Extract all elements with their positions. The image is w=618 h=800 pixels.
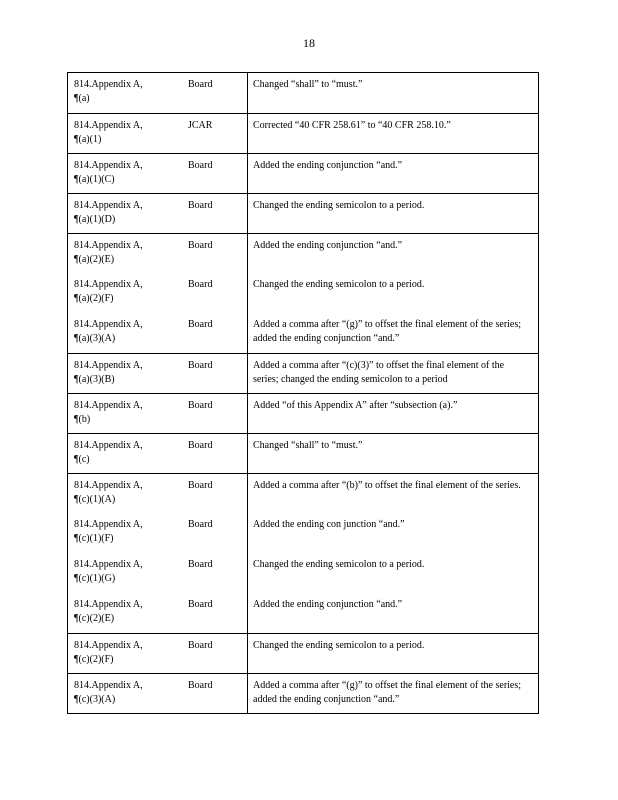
- table-row: [68, 433, 538, 473]
- source-cell: Board: [188, 640, 213, 651]
- table-row: [68, 193, 538, 233]
- table-row: [68, 233, 538, 273]
- section-cell: 814.Appendix A, ¶(c)(2)(F): [74, 640, 143, 665]
- action-cell: Added “of this Appendix A” after “subsection (a).”: [253, 400, 458, 411]
- table-row: [68, 73, 538, 113]
- section-cell: 814.Appendix A, ¶(c)(1)(A): [74, 480, 143, 505]
- page-number: 18: [303, 36, 315, 50]
- section-cell: 814.Appendix A, ¶(a): [74, 79, 143, 104]
- section-cell: 814.Appendix A, ¶(a)(1)(D): [74, 200, 143, 225]
- action-cell: Added the ending conjunction “and.”: [253, 240, 403, 251]
- table-row: [68, 353, 538, 393]
- changes-table: [67, 72, 539, 714]
- source-cell: JCAR: [188, 120, 213, 131]
- table-row: [68, 633, 538, 673]
- table-row: [68, 313, 538, 353]
- section-cell: 814.Appendix A, ¶(a)(3)(B): [74, 360, 143, 385]
- action-cell: Changed the ending semicolon to a period.: [253, 279, 425, 290]
- source-cell: Board: [188, 519, 213, 530]
- source-cell: Board: [188, 440, 213, 451]
- table-row: [68, 553, 538, 593]
- table-row: [68, 113, 538, 153]
- source-cell: Board: [188, 559, 213, 570]
- section-cell: 814.Appendix A, ¶(a)(1): [74, 120, 143, 145]
- section-cell: 814.Appendix A, ¶(a)(1)(C): [74, 160, 143, 185]
- source-cell: Board: [188, 319, 213, 330]
- source-cell: Board: [188, 240, 213, 251]
- section-cell: 814.Appendix A, ¶(a)(2)(E): [74, 240, 143, 265]
- source-cell: Board: [188, 400, 213, 411]
- action-cell: Added a comma after “(g)” to offset the final element of the series; added the ending conjunction “and.”: [253, 680, 522, 705]
- section-cell: 814.Appendix A, ¶(a)(3)(A): [74, 319, 143, 344]
- action-cell: Changed “shall” to “must.”: [253, 79, 363, 90]
- action-cell: Added the ending conjunction “and.”: [253, 160, 403, 171]
- section-cell: 814.Appendix A, ¶(c)(1)(G): [74, 559, 143, 584]
- action-cell: Added the ending con junction “and.”: [253, 519, 405, 530]
- source-cell: Board: [188, 160, 213, 171]
- source-cell: Board: [188, 200, 213, 211]
- table-row: [68, 593, 538, 633]
- section-cell: 814.Appendix A, ¶(c)(3)(A): [74, 680, 143, 705]
- source-cell: Board: [188, 79, 213, 90]
- section-cell: 814.Appendix A, ¶(c)(2)(E): [74, 599, 143, 624]
- table-row: [68, 273, 538, 313]
- section-cell: 814.Appendix A, ¶(a)(2)(F): [74, 279, 143, 304]
- table-row: [68, 513, 538, 553]
- section-cell: 814.Appendix A, ¶(c)(1)(F): [74, 519, 143, 544]
- table-row: [68, 393, 538, 433]
- source-cell: Board: [188, 680, 213, 691]
- action-cell: Added a comma after “(b)” to offset the final element of the series.: [253, 480, 521, 491]
- action-cell: Changed the ending semicolon to a period.: [253, 559, 425, 570]
- table-row: [68, 153, 538, 193]
- source-cell: Board: [188, 599, 213, 610]
- section-cell: 814.Appendix A, ¶(b): [74, 400, 143, 425]
- table-row: [68, 473, 538, 513]
- source-cell: Board: [188, 360, 213, 371]
- action-cell: Changed the ending semicolon to a period.: [253, 640, 425, 651]
- action-cell: Added a comma after “(c)(3)” to offset the final element of the series; changed the ending semicolon to a period: [253, 360, 505, 385]
- action-cell: Added the ending conjunction “and.”: [253, 599, 403, 610]
- action-cell: Corrected “40 CFR 258.61” to “40 CFR 258.10.”: [253, 120, 451, 131]
- table-row: [68, 673, 538, 713]
- source-cell: Board: [188, 480, 213, 491]
- action-cell: Changed the ending semicolon to a period.: [253, 200, 425, 211]
- action-cell: Changed “shall” to “must.”: [253, 440, 363, 451]
- source-cell: Board: [188, 279, 213, 290]
- action-cell: Added a comma after “(g)” to offset the final element of the series; added the ending conjunction “and.”: [253, 319, 522, 344]
- section-cell: 814.Appendix A, ¶(c): [74, 440, 143, 465]
